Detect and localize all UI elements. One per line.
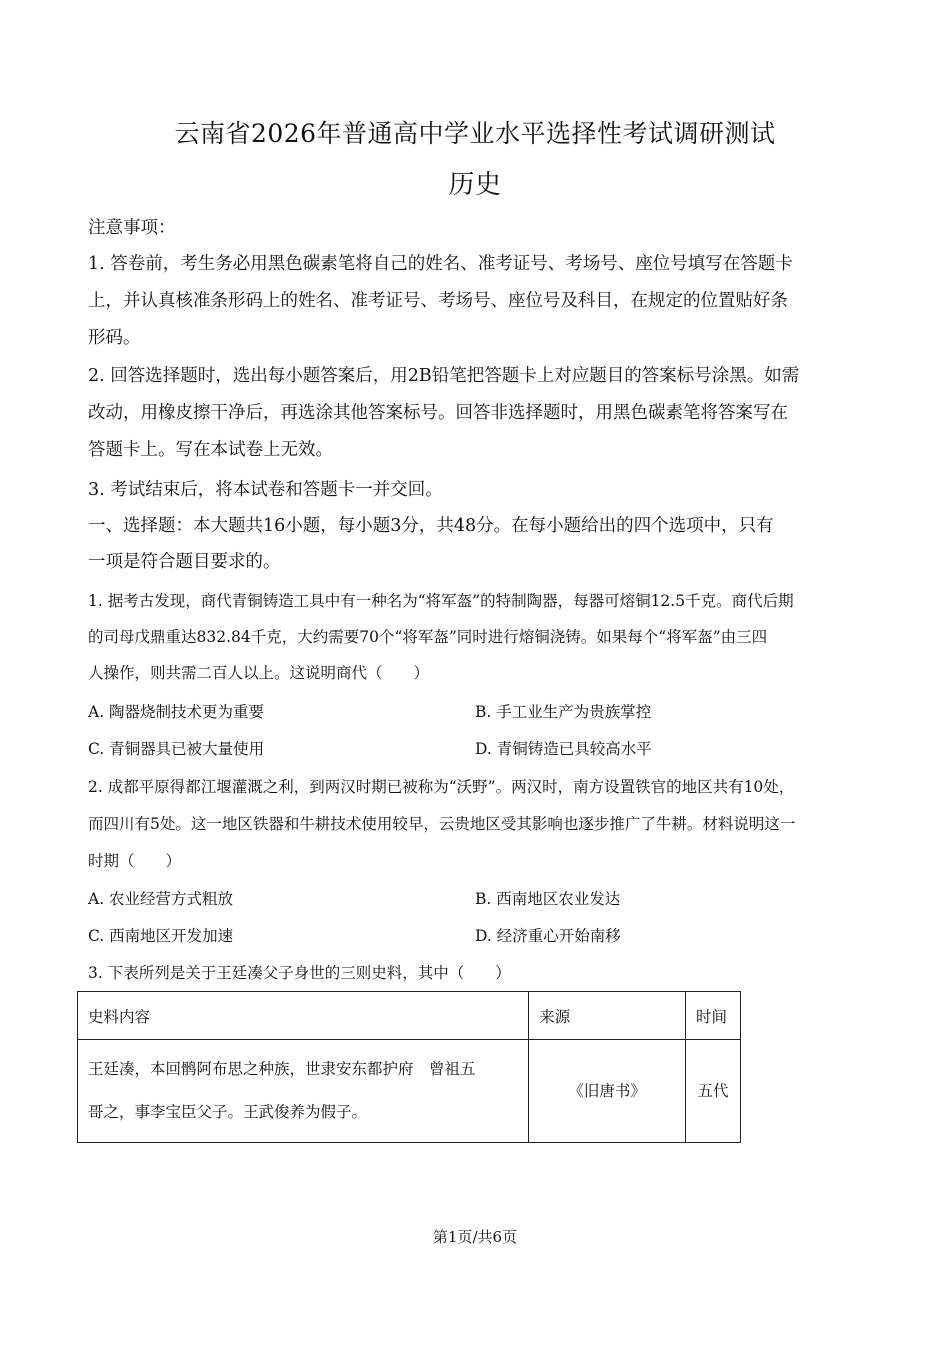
q2-option-a: A. 农业经营方式粗放 [88,890,234,908]
notice-item-1-line-1: 1. 答卷前，考生务必用黑色碳素笔将自己的姓名、准考证号、考场号、座位号填写在答题卡 [88,254,793,274]
page-footer: 第1页/共6页 [432,1228,518,1246]
q2-stem-line-3: 时期（ ） [88,852,182,870]
table-header-source: 来源 [529,992,686,1040]
table-header-content: 史料内容 [78,992,529,1040]
table-cell-content-line-2: 哥之，事李宝臣父子。王武俊养为假子。 [88,1103,368,1121]
q2-option-c: C. 西南地区开发加速 [88,927,234,945]
q1-stem-line-1: 1. 据考古发现，商代青铜铸造工具中有一种名为“将军盔”的特制陶器，每器可熔铜12.5千克。商代后期 [88,592,794,610]
notice-item-2-line-2: 改动，用橡皮擦干净后，再选涂其他答案标号。回答非选择题时，用黑色碳素笔将答案写在 [88,403,788,423]
q1-option-d: D. 青铜铸造已具较高水平 [475,740,652,758]
q1-option-a: A. 陶器烧制技术更为重要 [88,703,265,721]
q2-stem-line-2: 而四川有5处。这一地区铁器和牛耕技术使用较早，云贵地区受其影响也逐步推广了牛耕。材料说明这一 [88,815,796,833]
table-cell-time: 五代 [686,1040,741,1143]
notice-item-2-line-3: 答题卡上。写在本试卷上无效。 [88,440,333,460]
q1-option-c: C. 青铜器具已被大量使用 [88,740,265,758]
table-row [78,1040,741,1143]
section-heading-line-2: 一项是符合题目要求的。 [88,552,281,572]
notice-item-3: 3. 考试结束后，将本试卷和答题卡一并交回。 [88,480,443,500]
subject-title: 历史 [448,170,502,200]
notice-item-1-line-2: 上，并认真核准条形码上的姓名、准考证号、考场号、座位号及科目，在规定的位置贴好条 [88,291,788,311]
q2-option-d: D. 经济重心开始南移 [475,927,621,945]
q3-stem: 3. 下表所列是关于王廷凑父子身世的三则史料，其中（ ） [88,964,511,982]
q1-stem-line-3: 人操作，则共需二百人以上。这说明商代（ ） [88,664,430,682]
notice-heading: 注意事项： [88,218,176,238]
table-cell-content [78,1040,529,1143]
q1-stem-line-2: 的司母戊鼎重达832.84千克，大约需要70个“将军盔”同时进行熔铜浇铸。如果每个“将军盔”由三四 [88,628,768,646]
q2-option-b: B. 西南地区农业发达 [475,890,621,908]
notice-item-2-line-1: 2. 回答选择题时，选出每小题答案后，用2B铅笔把答题卡上对应题目的答案标号涂黑。如需 [88,366,800,386]
table-cell-source: 《旧唐书》 [529,1040,686,1143]
exam-title: 云南省2026年普通高中学业水平选择性考试调研测试 [174,119,776,148]
table-header-row [78,992,741,1040]
q2-stem-line-1: 2. 成都平原得都江堰灌溉之利，到两汉时期已被称为“沃野”。两汉时，南方设置铁官的地区共有10处， [88,778,795,796]
section-heading-line-1: 一、选择题：本大题共16小题，每小题3分，共48分。在每小题给出的四个选项中，只有 [88,516,774,536]
q3-source-table [77,991,741,1143]
notice-item-1-line-3: 形码。 [88,328,141,348]
table-cell-content-line-1: 王廷凑，本回鹘阿布思之种族，世隶安东都护府 曾祖五 [88,1060,476,1078]
table-header-time: 时间 [686,992,741,1040]
q1-option-b: B. 手工业生产为贵族掌控 [475,703,652,721]
